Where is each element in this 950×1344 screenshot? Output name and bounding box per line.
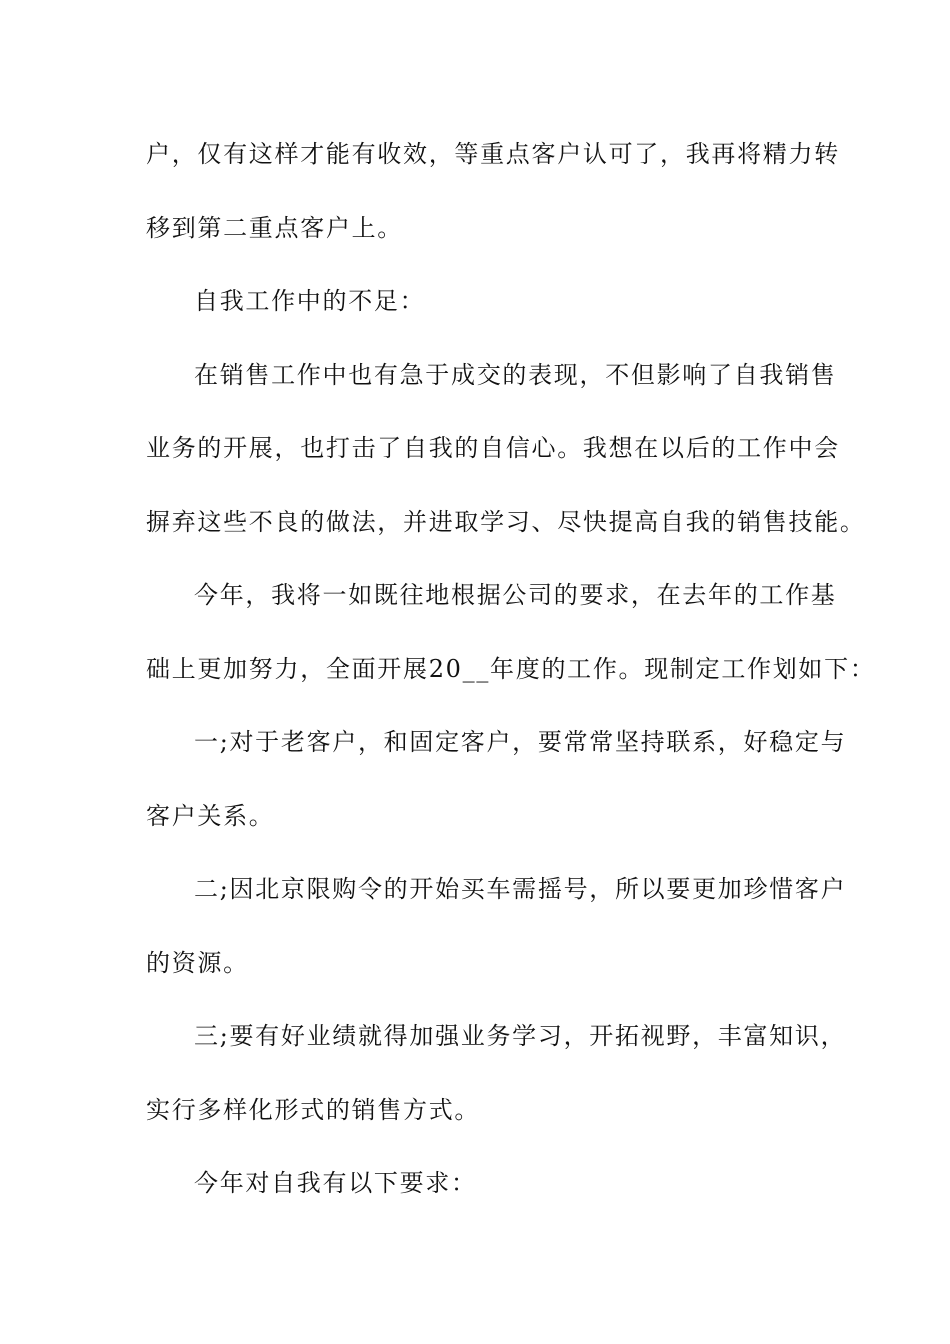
text-line-4: 在销售工作中也有急于成交的表现，不但影响了自我销售 [194, 360, 837, 389]
text-line-8: 础上更加努力，全面开展20__年度的工作。现制定工作划如下： [146, 654, 876, 683]
section-heading-requirements: 今年对自我有以下要求： [194, 1169, 477, 1197]
text-line-10: 客户关系。 [146, 801, 275, 830]
list-item-one: 一;对于老客户，和固定客户，要常常坚持联系，好稳定与 [194, 728, 847, 756]
text-line-1: 户，仅有这样才能有收效，等重点客户认可了，我再将精力转 [146, 140, 840, 168]
text-line-14: 实行多样化形式的销售方式。 [146, 1095, 481, 1124]
text-line-12: 的资源。 [146, 948, 249, 977]
body-text [146, 131, 876, 1234]
text-line-2: 移到第二重点客户上。 [146, 213, 403, 242]
text-line-7: 今年，我将一如既往地根据公司的要求，在去年的工作基 [194, 581, 837, 609]
text-line-6: 摒弃这些不良的做法，并进取学习、尽快提高自我的销售技能。 [146, 507, 866, 536]
text-line-5: 业务的开展，也打击了自我的自信心。我想在以后的工作中会 [146, 434, 840, 462]
list-item-three: 三;要有好业绩就得加强业务学习，开拓视野，丰富知识， [194, 1022, 847, 1050]
list-item-two: 二;因北京限购令的开始买车需摇号，所以要更加珍惜客户 [194, 875, 847, 903]
section-heading-shortcomings: 自我工作中的不足： [194, 287, 426, 315]
